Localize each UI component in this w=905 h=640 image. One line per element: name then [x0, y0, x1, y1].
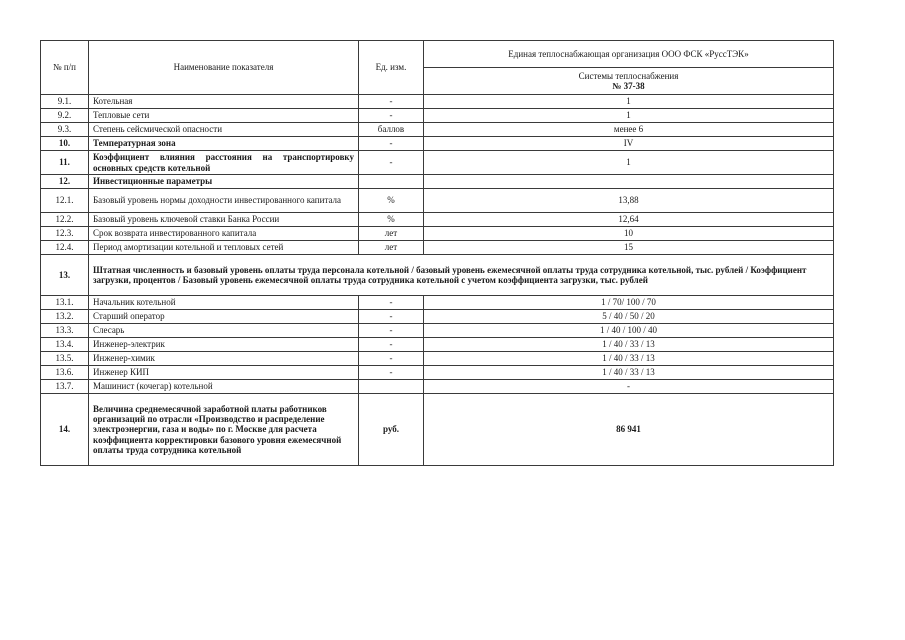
row-value: 1 / 40 / 100 / 40: [424, 324, 834, 338]
row-unit: [359, 175, 424, 189]
staffing-description: Штатная численность и базовый уровень оплаты труда персонала котельной / базовый уровень ежемесячной оплаты труда сотрудника котельной, тыс. рублей / Коэффициент загрузки, процентов / Базовый уровень ежемесячной оплаты труда сотрудника котельной с учетом коэффициента загрузки, тыс. рублей: [89, 255, 834, 296]
row-unit: [359, 380, 424, 394]
row-value: 1: [424, 109, 834, 123]
row-value: 12,64: [424, 213, 834, 227]
row-num: 13.4.: [41, 338, 89, 352]
row-num: 12.3.: [41, 227, 89, 241]
row-name: Базовый уровень нормы доходности инвестированного капитала: [89, 189, 359, 213]
table-row: [41, 324, 834, 338]
row-num: 12.: [41, 175, 89, 189]
header-systems-label: Системы теплоснабжения: [578, 70, 679, 81]
row-name: Коэффициент влияния расстояния на транспортировку основных средств котельной: [89, 151, 359, 175]
header-systems-number: № 37-38: [612, 81, 645, 91]
row-unit: -: [359, 109, 424, 123]
table-row: [41, 175, 834, 189]
row-unit: %: [359, 189, 424, 213]
row-unit: %: [359, 213, 424, 227]
row-num: 10.: [41, 137, 89, 151]
row-num: 9.1.: [41, 95, 89, 109]
table-row: [41, 380, 834, 394]
table-row: [41, 241, 834, 255]
row-name: Тепловые сети: [89, 109, 359, 123]
table-row: [41, 95, 834, 109]
row-name: Базовый уровень ключевой ставки Банка России: [89, 213, 359, 227]
table-row: [41, 137, 834, 151]
row-unit: -: [359, 352, 424, 366]
row-name: Величина среднемесячной заработной платы работников организаций по отрасли «Производство и распределение электроэнергии, газа и воды» по г. Москве для расчета коэффициента корректировки базового уровня ежемесячной оплаты труда сотрудника котельной: [89, 394, 359, 466]
row-num: 13.3.: [41, 324, 89, 338]
table-row: [41, 123, 834, 137]
row-num: 9.2.: [41, 109, 89, 123]
table-row: [41, 227, 834, 241]
row-num: 9.3.: [41, 123, 89, 137]
row-value: 1: [424, 95, 834, 109]
table-row: [41, 310, 834, 324]
row-name: Срок возврата инвестированного капитала: [89, 227, 359, 241]
row-num: 13.5.: [41, 352, 89, 366]
row-value: 5 / 40 / 50 / 20: [424, 310, 834, 324]
header-systems: [424, 68, 834, 95]
row-num: 12.2.: [41, 213, 89, 227]
row-unit: -: [359, 296, 424, 310]
table-row: [41, 338, 834, 352]
row-name: Старший оператор: [89, 310, 359, 324]
table-row: [41, 255, 834, 296]
table-row: [41, 394, 834, 466]
row-num: 11.: [41, 151, 89, 175]
header-num: № п/п: [41, 41, 89, 95]
row-unit: руб.: [359, 394, 424, 466]
row-num: 13.1.: [41, 296, 89, 310]
row-value: 15: [424, 241, 834, 255]
row-name: Инженер КИП: [89, 366, 359, 380]
row-unit: -: [359, 366, 424, 380]
table-row: [41, 296, 834, 310]
row-num: 12.1.: [41, 189, 89, 213]
row-value: менее 6: [424, 123, 834, 137]
row-value: IV: [424, 137, 834, 151]
row-unit: баллов: [359, 123, 424, 137]
table-row: [41, 366, 834, 380]
row-unit: -: [359, 151, 424, 175]
row-value: 1 / 40 / 33 / 13: [424, 338, 834, 352]
row-value: [424, 175, 834, 189]
row-name: Температурная зона: [89, 137, 359, 151]
header-org: Единая теплоснабжающая организация ООО ФСК «РуссТЭК»: [424, 41, 834, 68]
row-name: Слесарь: [89, 324, 359, 338]
row-name: Начальник котельной: [89, 296, 359, 310]
row-num: 13.7.: [41, 380, 89, 394]
row-unit: -: [359, 338, 424, 352]
row-num: 13.: [41, 255, 89, 296]
header-unit: Ед. изм.: [359, 41, 424, 95]
row-num: 12.4.: [41, 241, 89, 255]
row-value: -: [424, 380, 834, 394]
tariff-parameters-table: [40, 40, 834, 466]
row-name: Котельная: [89, 95, 359, 109]
row-unit: -: [359, 95, 424, 109]
table-row: [41, 213, 834, 227]
row-value: 10: [424, 227, 834, 241]
row-value: 86 941: [424, 394, 834, 466]
row-name: Инженер-электрик: [89, 338, 359, 352]
row-value: 13,88: [424, 189, 834, 213]
table-row: [41, 352, 834, 366]
row-name: Степень сейсмической опасности: [89, 123, 359, 137]
row-name: Инвестиционные параметры: [89, 175, 359, 189]
row-num: 14.: [41, 394, 89, 466]
table-row: [41, 189, 834, 213]
table-row: [41, 109, 834, 123]
row-value: 1 / 70/ 100 / 70: [424, 296, 834, 310]
row-num: 13.6.: [41, 366, 89, 380]
row-value: 1 / 40 / 33 / 13: [424, 366, 834, 380]
row-name: Машинист (кочегар) котельной: [89, 380, 359, 394]
row-unit: лет: [359, 227, 424, 241]
table-row: [41, 151, 834, 175]
header-name: Наименование показателя: [89, 41, 359, 95]
row-name: Период амортизации котельной и тепловых сетей: [89, 241, 359, 255]
row-value: 1 / 40 / 33 / 13: [424, 352, 834, 366]
row-num: 13.2.: [41, 310, 89, 324]
row-unit: -: [359, 137, 424, 151]
row-unit: -: [359, 310, 424, 324]
row-unit: лет: [359, 241, 424, 255]
row-value: 1: [424, 151, 834, 175]
row-name: Инженер-химик: [89, 352, 359, 366]
row-unit: -: [359, 324, 424, 338]
